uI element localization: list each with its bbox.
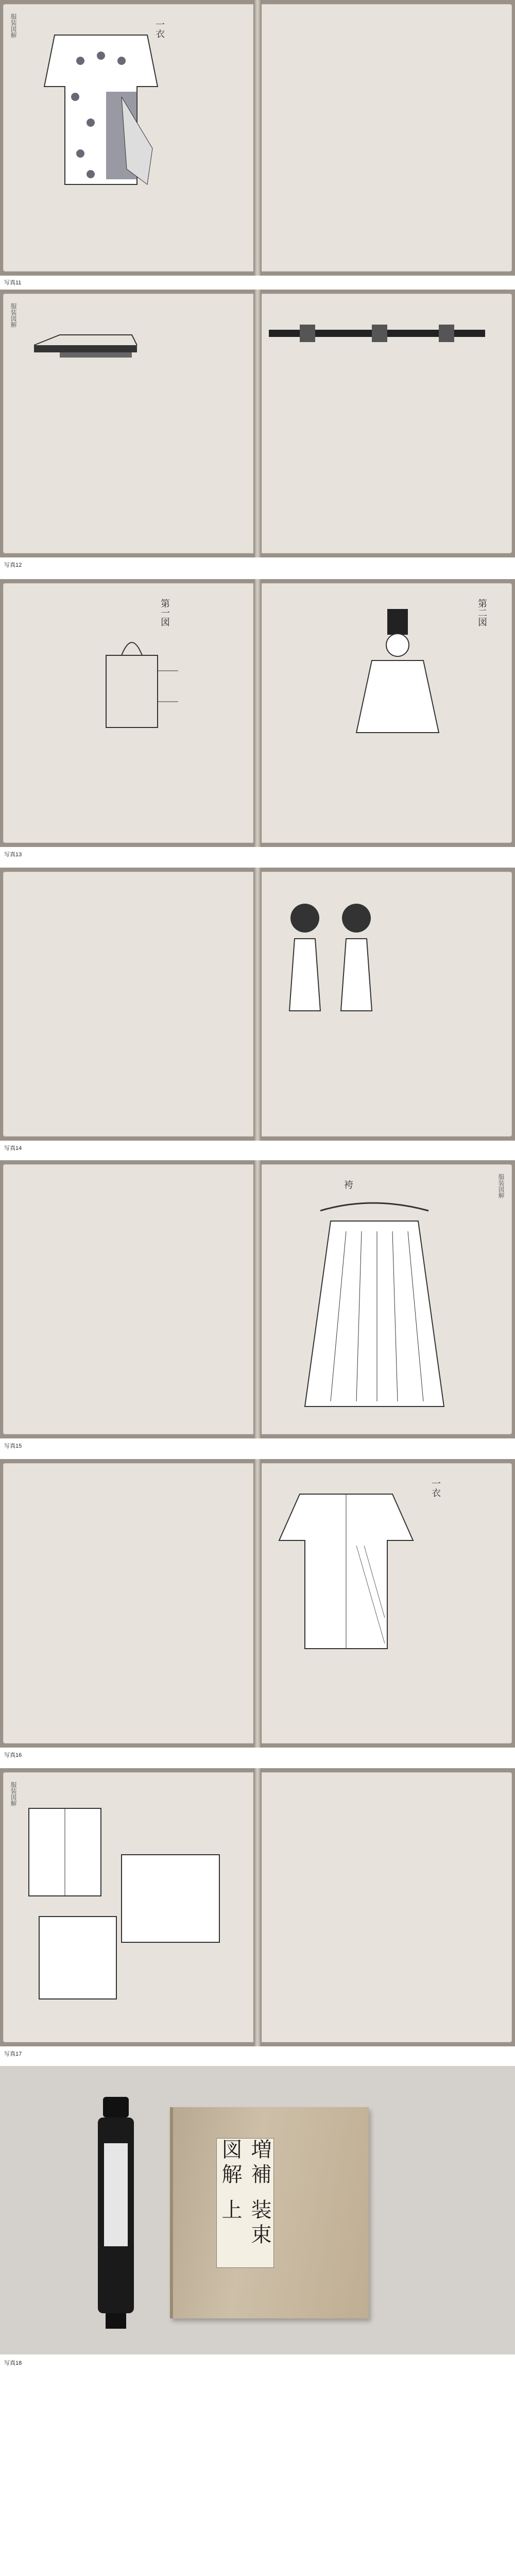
- left-body-text: [13, 1185, 246, 1414]
- running-header: 服装図解: [10, 303, 17, 328]
- right-body-text: [398, 892, 502, 1116]
- photo-caption: 写真14: [4, 1145, 22, 1151]
- photo-17: [0, 1768, 515, 2046]
- figure-label: 袴: [342, 1180, 353, 1189]
- left-page: [3, 583, 256, 843]
- photo-12: [0, 290, 515, 557]
- right-page: [259, 583, 512, 843]
- gutter: [253, 1160, 262, 1438]
- right-page: [259, 1463, 512, 1743]
- hairstyle-figure: [274, 887, 387, 1016]
- photo-16: [0, 1459, 515, 1748]
- left-page: [3, 872, 256, 1137]
- right-page: [259, 872, 512, 1137]
- gutter: [253, 1768, 262, 2046]
- figure-label: 一衣: [430, 1479, 441, 1497]
- gutter: [253, 1459, 262, 1748]
- figure-label: 第二図: [476, 599, 487, 626]
- sash-figure: [29, 325, 158, 397]
- photo-11: [0, 0, 515, 276]
- right-body-text: [269, 25, 502, 251]
- belt-figure: [269, 314, 495, 361]
- left-body-text: [19, 407, 241, 533]
- right-page: [259, 1164, 512, 1434]
- right-body-text: [439, 1504, 502, 1723]
- right-page: [259, 4, 512, 272]
- court-noble-figure: [336, 604, 459, 738]
- headwear-diagram: [91, 624, 183, 738]
- right-body-text: [269, 748, 502, 822]
- left-page: [3, 4, 256, 272]
- figure-label: 一衣: [154, 20, 165, 38]
- photo-caption: 写真12: [4, 562, 22, 568]
- right-body-text: [269, 371, 502, 533]
- gutter: [253, 868, 262, 1141]
- photo-15: [0, 1160, 515, 1438]
- left-page: [3, 1463, 256, 1743]
- photo-14: [0, 868, 515, 1141]
- garment-figure: [34, 25, 168, 195]
- running-header: 服装図解: [10, 1782, 17, 1806]
- photo-caption: 写真13: [4, 852, 22, 858]
- gutter: [253, 579, 262, 847]
- right-body-text: [269, 1793, 502, 2022]
- photo-caption: 写真17: [4, 2051, 22, 2057]
- photo-13: [0, 579, 515, 847]
- photo-caption: 写真15: [4, 1443, 22, 1449]
- right-page: [259, 1772, 512, 2042]
- running-header: 服装図解: [497, 1174, 505, 1198]
- gutter: [253, 0, 262, 276]
- gutter: [253, 290, 262, 557]
- left-body-text: [173, 25, 250, 251]
- left-body-text: [13, 892, 246, 1116]
- left-body-text: [19, 604, 85, 822]
- left-page: [3, 1164, 256, 1434]
- photo-caption: 写真18: [4, 2360, 22, 2366]
- hakama-figure: [289, 1200, 459, 1417]
- left-page: [3, 294, 256, 553]
- photo-caption: 写真11: [4, 280, 22, 286]
- marker-pen: [88, 2097, 144, 2339]
- robe-figure: [269, 1484, 423, 1659]
- left-page: [3, 1772, 256, 2042]
- photo-18: [0, 2066, 515, 2354]
- photo-caption: 写真16: [4, 1752, 22, 1758]
- running-header: 服装図解: [10, 13, 17, 38]
- cover-title-slip: 増補 装束図解 上: [216, 2138, 274, 2268]
- layered-garment-diagram: [19, 1793, 245, 2009]
- left-body-text: [13, 1484, 246, 1723]
- figure-label: 第一図: [159, 599, 170, 626]
- right-page: [259, 294, 512, 553]
